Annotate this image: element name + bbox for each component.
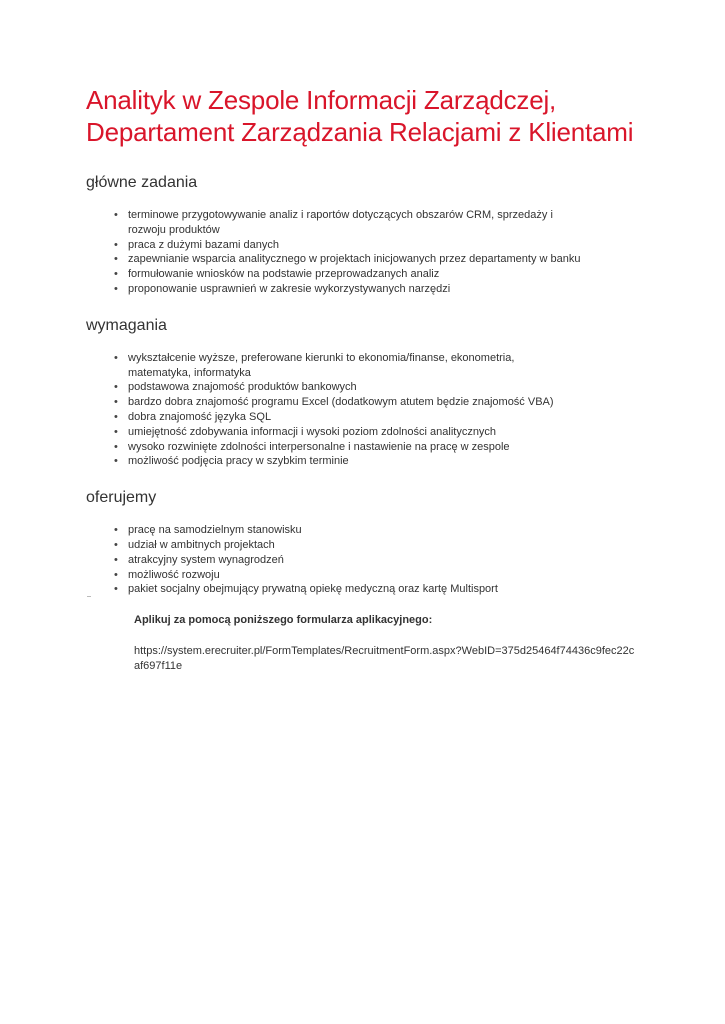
list-item-text: bardzo dobra znajomość programu Excel (dodatkowym atutem będzie znajomość VBA) — [128, 396, 554, 409]
list-item-text: formułowanie wniosków na podstawie przeprowadzanych analiz — [128, 268, 440, 281]
list-item — [114, 440, 666, 455]
requirements-list — [86, 351, 666, 469]
list-item — [114, 351, 666, 381]
section-heading-offer: oferujemy — [86, 489, 157, 507]
list-item — [114, 454, 666, 469]
list-item-text: umiejętność zdobywania informacji i wysoki poziom zdolności analitycznych — [128, 425, 497, 438]
job-title-line-1: Analityk w Zespole Informacji Zarządczej, — [86, 85, 557, 115]
list-item-text: podstawowa znajomość produktów bankowych — [128, 381, 357, 394]
list-item-text: wysoko rozwinięte zdolności interpersonalne i nastawienie na pracę w zespole — [128, 440, 510, 453]
list-item — [114, 553, 666, 568]
list-item — [114, 252, 666, 267]
list-item — [114, 425, 666, 440]
list-item — [114, 380, 666, 395]
section-heading-requirements: wymagania — [86, 316, 167, 334]
job-posting — [86, 84, 666, 617]
list-item — [114, 238, 666, 253]
list-item — [114, 538, 666, 553]
list-item — [114, 395, 666, 410]
list-item-text: możliwość podjęcia pracy w szybkim terminie — [128, 455, 349, 468]
list-item-text: udział w ambitnych projektach — [128, 538, 275, 551]
list-item-text: pakiet socjalny obejmujący prywatną opiekę medyczną oraz kartę Multisport — [128, 583, 498, 596]
list-item-text: możliwość rozwoju — [128, 568, 220, 581]
list-item — [114, 523, 666, 538]
list-item — [114, 568, 666, 583]
list-item — [114, 267, 666, 282]
list-item-text: • terminowe przygotowywanie analiz i raportów dotyczących obszarów CRM, sprzedaży i rozwoju produktów — [128, 209, 553, 236]
list-item-text: • wykształcenie wyższe, preferowane kierunki to ekonomia/finanse, ekonometria, matematyka, informatyka — [128, 351, 515, 379]
list-item-text: zapewnianie wsparcia analitycznego w projektach inicjowanych przez departamenty w banku — [128, 253, 581, 266]
list-item-text: dobra znajomość języka SQL — [128, 410, 272, 423]
job-title-line-2: Departament Zarządzania Relacjami z Klientami — [86, 117, 634, 147]
list-item — [114, 282, 666, 297]
offer-list — [86, 523, 666, 597]
tasks-list — [86, 208, 666, 297]
section-heading-tasks: główne zadania — [86, 174, 198, 191]
apply-label: Aplikuj za pomocą poniższego formularza aplikacyjnego: — [134, 614, 433, 626]
list-item — [114, 208, 666, 238]
list-item-text: proponowanie usprawnień w zakresie wykorzystywanych narzędzi — [128, 282, 451, 295]
list-item — [114, 582, 666, 597]
list-item — [114, 410, 666, 425]
job-title — [86, 84, 666, 148]
apply-link[interactable]: https://system.erecruiter.pl/FormTemplates/RecruitmentForm.aspx?WebID=375d25464f74436c9fec22caf697f11e — [134, 645, 635, 672]
list-item-text: praca z dużymi bazami danych — [128, 238, 280, 251]
list-item-text: atrakcyjny system wynagrodzeń — [128, 553, 284, 566]
list-item-text: pracę na samodzielnym stanowisku — [128, 524, 302, 537]
divider-mark — [87, 596, 91, 597]
apply-section — [134, 614, 654, 674]
